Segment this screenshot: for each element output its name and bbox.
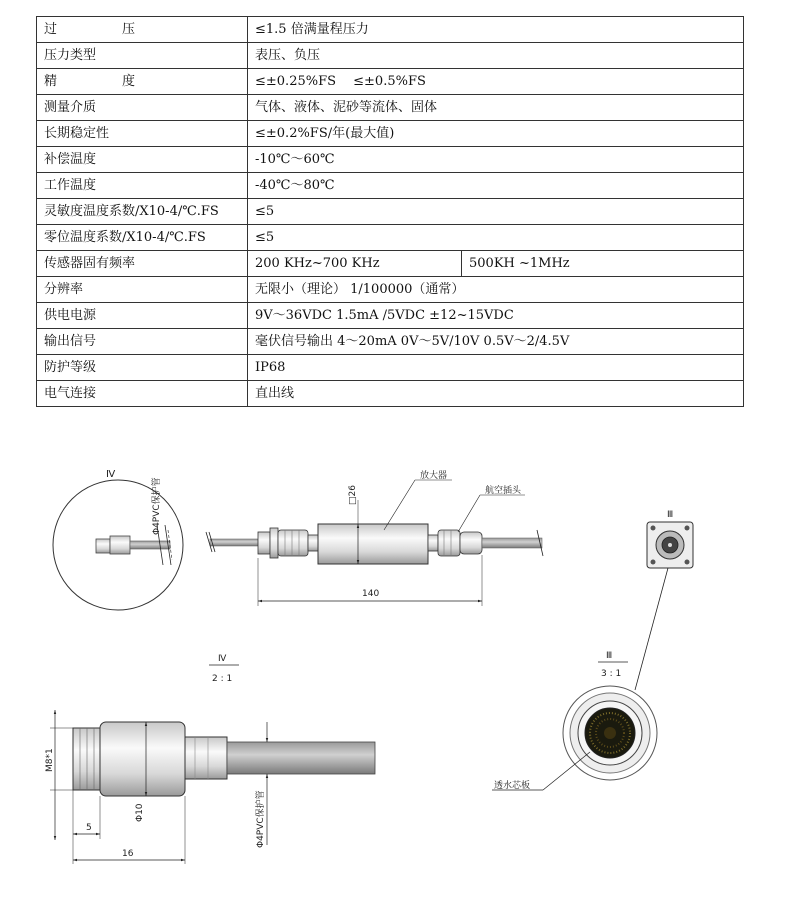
spec-label: 灵敏度温度系数/X10-4/℃.FS (37, 199, 248, 225)
view-iii-number: Ⅲ (606, 651, 613, 661)
spec-label: 长期稳定性 (37, 121, 248, 147)
amplifier-label: 放大器 (420, 471, 448, 481)
spec-value: 9V～36VDC 1.5mA /5VDC ±12~15VDC (248, 303, 744, 329)
spec-value: 表压、负压 (248, 43, 744, 69)
spec-value: ≤5 (248, 225, 744, 251)
view-iii-label (598, 651, 628, 679)
spec-label: 防护等级 (37, 355, 248, 381)
aviation-plug-label: 航空插头 (485, 486, 522, 496)
amplifier-box (318, 524, 428, 564)
spec-value: 500KH ~1MHz (462, 251, 744, 277)
diaphragm-label: 透水芯板 (494, 781, 531, 791)
spec-value: ≤±0.25%FS ≤±0.5%FS (248, 69, 744, 95)
detail-iii (635, 510, 693, 690)
spec-label: 输出信号 (37, 329, 248, 355)
spec-value: -10℃～60℃ (248, 147, 744, 173)
view-iii-scale: 3 : 1 (601, 669, 622, 679)
view-iv-scale: 2 : 1 (212, 674, 233, 684)
spec-value: IP68 (248, 355, 744, 381)
dim-16-label: 16 (122, 849, 134, 859)
spec-value: ≤±0.2%FS/年(最大值) (248, 121, 744, 147)
detail-iii-label: Ⅲ (667, 510, 674, 520)
cable-sheath-label: Φ4PVC保护管 (152, 477, 162, 535)
length-140-label: 140 (362, 589, 380, 599)
spec-value: -40℃～80℃ (248, 173, 744, 199)
spec-label: 传感器固有频率 (37, 251, 248, 277)
spec-label: 分辨率 (37, 277, 248, 303)
view-iv-label (209, 654, 239, 684)
thread-label: M8*1 (45, 748, 55, 772)
size-square-label: □26 (348, 485, 358, 505)
spec-value: 毫伏信号输出 4～20mA 0V～5V/10V 0.5V～2/4.5V (248, 329, 744, 355)
dim-5-label: 5 (86, 823, 92, 833)
spec-label: 压力类型 (37, 43, 248, 69)
spec-label: 过 压 (37, 17, 248, 43)
sheath-label-2: Φ4PVC保护管 (256, 790, 266, 848)
spec-value: 直出线 (248, 381, 744, 407)
spec-label: 补偿温度 (37, 147, 248, 173)
dia10-label: Φ10 (135, 803, 145, 822)
spec-label: 精 度 (37, 69, 248, 95)
spec-label: 供电电源 (37, 303, 248, 329)
detail-iv-circle (53, 469, 183, 610)
view-iv-sensor (45, 710, 375, 864)
spec-value: ≤1.5 倍满量程压力 (248, 17, 744, 43)
sensor-assembly (206, 469, 543, 606)
spec-label: 零位温度系数/X10-4/℃.FS (37, 225, 248, 251)
spec-label: 工作温度 (37, 173, 248, 199)
spec-value: 气体、液体、泥砂等流体、固体 (248, 95, 744, 121)
spec-value: 200 KHz~700 KHz (248, 251, 462, 277)
view-iv-number: Ⅳ (218, 654, 227, 664)
detail-iv-label: Ⅳ (106, 469, 116, 480)
spec-label: 电气连接 (37, 381, 248, 407)
spec-value: ≤5 (248, 199, 744, 225)
view-iii-face (492, 686, 657, 791)
spec-value: 无限小（理论） 1/100000（通常） (248, 277, 744, 303)
spec-label: 测量介质 (37, 95, 248, 121)
